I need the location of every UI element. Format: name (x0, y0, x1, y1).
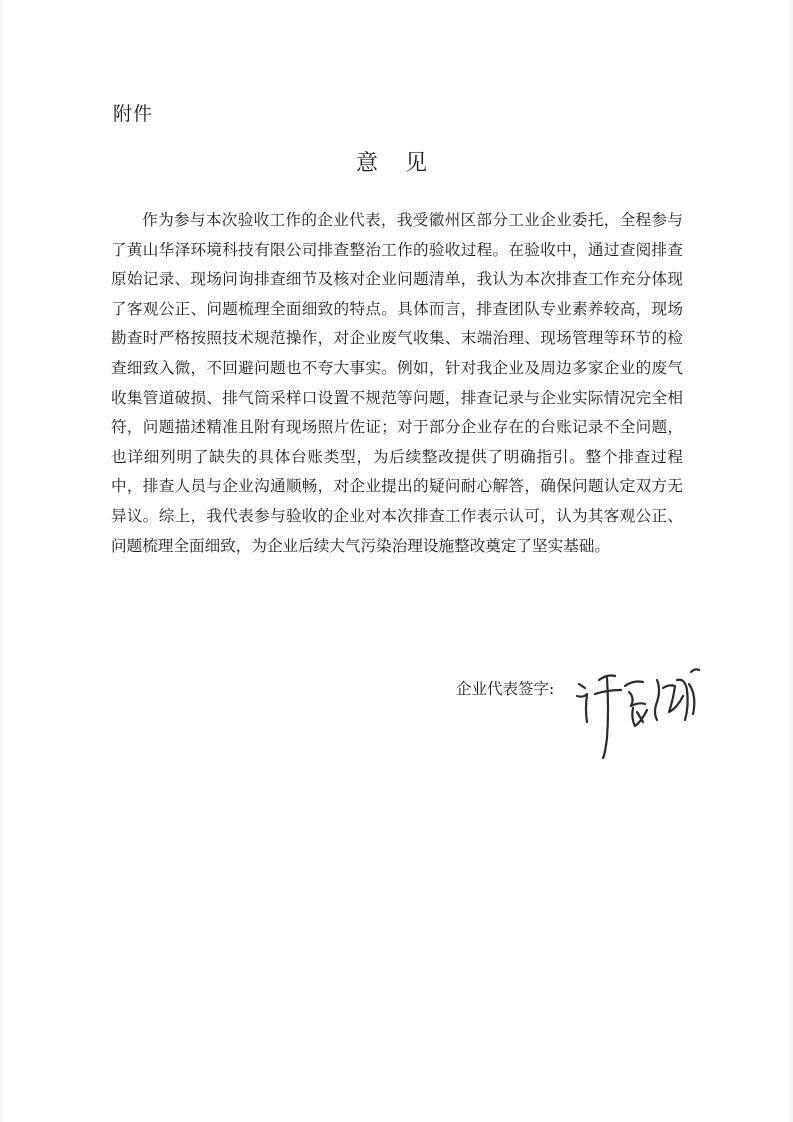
document-title: 意 见 (356, 151, 437, 176)
signature-label: 企业代表签字: (456, 680, 555, 698)
opinion-paragraph: 作为参与本次验收工作的企业代表，我受徽州区部分工业企业委托，全程参与了黄山华泽环境科技有限公司排查整治工作的验收过程。在验收中，通过查阅排查原始记录、现场问询排查细节及核对企业问题清单，我认为本次排查工作充分体现了客观公正、问题梳理全面细致的特点。具体而言，排查团队专业素养较高，现场勘查时严格按照技术规范操作，对企业废气收集、末端治理、现场管理等环节的检查细致入微，不回避问题也不夸大事实。例如，针对我企业及周边多家企业的废气收集管道破损、排气筒采样口设置不规范等问题，排查记录与企业实际情况完全相符，问题描述精准且附有现场照片佐证；对于部分企业存在的台账记录不全问题，也详细列明了缺失的具体台账类型，为后续整改提供了明确指引。整个排查过程中，排查人员与企业沟通顺畅，对企业提出的疑问耐心解答，确保问题认定双方无异议。综上，我代表参与验收的企业对本次排查工作表示认可，认为其客观公正、问题梳理全面细致，为企业后续大气污染治理设施整改奠定了坚实基础。 (111, 211, 683, 555)
attachment-label: 附件 (113, 103, 154, 125)
handwritten-signature (573, 650, 723, 765)
